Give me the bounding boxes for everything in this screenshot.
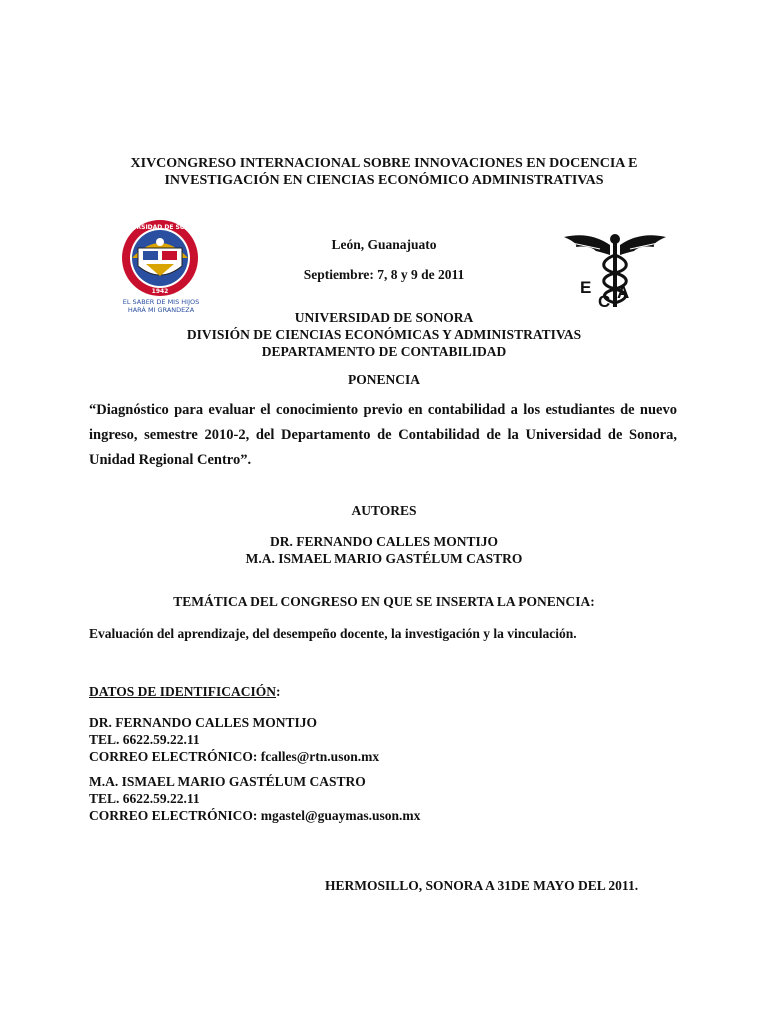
seal-ring-text: UNIVERSIDAD DE SONORA [115,224,205,231]
institution-department: DEPARTAMENTO DE CONTABILIDAD [261,344,507,359]
eac-letter-e: E [580,278,592,297]
ponencia-label: PONENCIA [347,372,420,387]
seal-motto-line1: EL SABER DE MIS HIJOS [122,298,200,306]
seal-motto-line2: HARÁ MI GRANDEZA [127,306,195,314]
contact-1-email: CORREO ELECTRÓNICO: fcalles@rtn.uson.mx [89,749,380,764]
tematica-label: TEMÁTICA DEL CONGRESO EN QUE SE INSERTA LA PONENCIA: [173,594,595,609]
authors-label: AUTORES [351,503,417,518]
seal-year: 1942 [151,288,169,295]
contact-2-name: M.A. ISMAEL MARIO GASTÉLUM CASTRO [89,774,366,789]
contact-1 [89,714,379,765]
eac-logo [560,225,670,310]
contact-2-email: CORREO ELECTRÓNICO: mgastel@guaymas.uson.mx [89,808,421,823]
identification-heading [89,684,281,700]
congress-title-line2: INVESTIGACIÓN EN CIENCIAS ECONÓMICO ADMINISTRATIVAS [164,173,604,188]
tematica-text: Evaluación del aprendizaje, del desempeño docente, la investigación y la vinculación. [89,626,577,641]
contact-1-tel: TEL. 6622.59.22.11 [89,732,200,747]
contact-2 [89,773,420,824]
congress-location: León, Guanajuato [331,237,437,252]
congress-title-line1: XIVCONGRESO INTERNACIONAL SOBRE INNOVACIONES EN DOCENCIA E [130,156,638,171]
caduceus-icon [560,225,670,310]
author-2: M.A. ISMAEL MARIO GASTÉLUM CASTRO [245,551,523,566]
congress-dates: Septiembre: 7, 8 y 9 de 2011 [303,267,465,282]
contact-2-tel: TEL. 6622.59.22.11 [89,791,200,806]
place-date: HERMOSILLO, SONORA A 31DE MAYO DEL 2011. [325,878,639,893]
institution-division: DIVISIÓN DE CIENCIAS ECONÓMICAS Y ADMINISTRATIVAS [186,327,582,342]
identification-label: DATOS DE IDENTIFICACIÓN [89,684,277,699]
eac-letter-c: C [598,292,611,311]
author-1: DR. FERNANDO CALLES MONTIJO [269,534,499,549]
institution-block [0,309,768,360]
institution-university: UNIVERSIDAD DE SONORA [294,310,474,325]
ponencia-title: “Diagnóstico para evaluar el conocimiento previo en contabilidad a los estudiantes de nuevo ingreso, semestre 2010-2, del Departamento de Contabilidad de la Universidad de Sonora, Unidad Regional Centro”. [89,402,677,468]
contact-1-name: DR. FERNANDO CALLES MONTIJO [89,715,318,730]
authors-list [0,533,768,567]
eac-letter-a: A [617,283,630,302]
congress-title [0,155,768,189]
identification-colon: : [276,684,281,699]
